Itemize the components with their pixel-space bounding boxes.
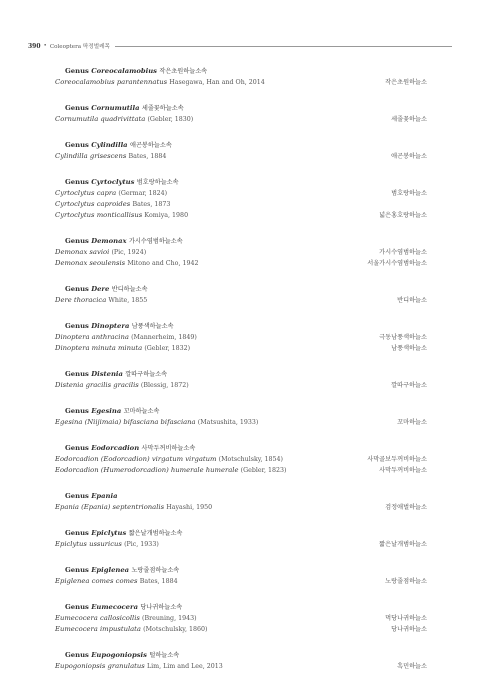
species-scientific-name: Dinoptera minuta minuta [55, 344, 143, 352]
genus-korean-name: 남풍색하늘소속 [131, 323, 174, 330]
species-scientific-name: Dinoptera anthracina [55, 333, 129, 341]
species-scientific-name: Cyrtoclytus caproides [55, 200, 131, 208]
genus-korean-name: 당나귀하늘소속 [140, 604, 183, 611]
species-row [55, 188, 427, 199]
genus-label: Genus [65, 651, 89, 659]
genus-block [55, 103, 427, 125]
genus-heading [55, 236, 427, 247]
running-header [28, 40, 452, 52]
species-entry [55, 661, 223, 672]
species-entry [55, 210, 188, 221]
species-row [55, 199, 427, 210]
species-entry [55, 258, 198, 269]
genus-name: Egesina [91, 407, 122, 415]
header-separator: • [43, 43, 47, 49]
genus-name: Eodorcadion [91, 444, 140, 452]
genus-block [55, 66, 427, 88]
species-korean-name: 당나귀하늘소 [391, 626, 427, 633]
species-scientific-name: Eumecocera callosicollis [55, 614, 140, 622]
species-entry [55, 417, 258, 428]
species-korean-name: 깔따구하늘소 [391, 382, 427, 389]
genus-block [55, 284, 427, 306]
species-row [55, 613, 427, 624]
genus-korean-name: 깔따구하늘소속 [125, 371, 168, 378]
species-scientific-name: Distenia gracilis gracilis [55, 381, 139, 389]
species-scientific-name: Epiglenea comes comes [55, 577, 138, 585]
species-author: Bates, 1884 [139, 578, 178, 585]
species-scientific-name: Eupogoniopsis granulatus [55, 662, 145, 670]
species-scientific-name: Egesina (Niijimaia) bifasciana bifasciana [55, 418, 196, 426]
species-entry [55, 188, 167, 199]
genus-label: Genus [65, 67, 89, 75]
species-author: White, 1855 [108, 297, 148, 304]
species-author: (Pic, 1933) [124, 541, 159, 548]
genus-korean-name: 범호랑하늘소속 [136, 179, 179, 186]
genus-korean-name: 털하늘소속 [149, 652, 180, 659]
species-author: Komiya, 1980 [144, 212, 189, 219]
species-entry [55, 199, 170, 210]
genus-name: Coreocalamobius [91, 67, 157, 75]
genus-block [55, 443, 427, 476]
species-author: Hasegawa, Han and Oh, 2014 [169, 79, 265, 86]
genus-heading [55, 491, 427, 502]
species-korean-name: 검정애벌하늘소 [385, 504, 427, 511]
species-scientific-name: Epiclytus ussuricus [55, 540, 122, 548]
genus-heading [55, 565, 427, 576]
genus-korean-name: 세줄꽃하늘소속 [141, 105, 184, 112]
genus-korean-name: 노랑줄점하늘소속 [131, 567, 180, 574]
genus-heading [55, 443, 427, 454]
genus-block [55, 369, 427, 391]
species-entry [55, 539, 159, 550]
header-rule [115, 46, 452, 47]
species-korean-name: 극동남풍색하늘소 [379, 334, 427, 341]
species-author: (Motschulsky, 1854) [218, 456, 283, 463]
species-entry [55, 343, 190, 354]
species-entry [55, 295, 147, 306]
genus-name: Cornumutila [91, 104, 140, 112]
species-entry [55, 332, 197, 343]
genus-name: Dinoptera [91, 322, 130, 330]
species-korean-name: 가시수염범하늘소 [379, 249, 427, 256]
genus-label: Genus [65, 370, 89, 378]
species-korean-name: 흑민하늘소 [397, 663, 427, 670]
species-scientific-name: Demonax seoulensis [55, 259, 126, 267]
species-row [55, 661, 427, 672]
species-korean-name: 넓은홍호랑하늘소 [379, 212, 427, 219]
species-row [55, 502, 427, 513]
genus-label: Genus [65, 285, 89, 293]
species-row [55, 77, 427, 88]
genus-name: Cyrtoclytus [91, 178, 135, 186]
genus-block [55, 528, 427, 550]
genus-name: Epiclytus [91, 529, 127, 537]
genus-block [55, 491, 427, 513]
genus-korean-name: 애곤봉하늘소속 [129, 142, 172, 149]
genus-korean-name: 사막두꺼비하늘소속 [141, 445, 196, 452]
species-row [55, 454, 427, 465]
species-korean-name: 작은초원하늘소 [385, 79, 427, 86]
species-author: Lim, Lim and Lee, 2013 [146, 663, 223, 670]
species-row [55, 332, 427, 343]
species-row [55, 151, 427, 162]
genus-korean-name: 반디하늘소속 [111, 286, 148, 293]
species-korean-name: 애곤봉하늘소 [391, 153, 427, 160]
species-korean-name: 세줄꽃하늘소 [391, 116, 427, 123]
genus-block [55, 565, 427, 587]
genus-label: Genus [65, 492, 89, 500]
genus-label: Genus [65, 237, 89, 245]
genus-heading [55, 528, 427, 539]
species-entry [55, 114, 193, 125]
species-scientific-name: Cylindilla grisescens [55, 152, 127, 160]
species-scientific-name: Coreocalamobius parantennatus [55, 78, 168, 86]
species-entry [55, 247, 146, 258]
genus-block [55, 140, 427, 162]
page-number: 390 [28, 42, 41, 50]
genus-name: Epania [91, 492, 118, 500]
genus-label: Genus [65, 407, 89, 415]
species-author: (Motschulsky, 1860) [143, 626, 208, 633]
species-entry [55, 77, 265, 88]
species-author: (Gebler, 1823) [240, 467, 287, 474]
genus-korean-name: 꼬마하늘소속 [123, 408, 160, 415]
genus-block [55, 236, 427, 269]
species-author: (Germar, 1824) [118, 190, 168, 197]
species-row [55, 343, 427, 354]
genus-korean-name: 가시수염범하늘소속 [128, 238, 183, 245]
species-entry [55, 380, 189, 391]
species-row [55, 380, 427, 391]
species-author: (Gebler, 1830) [147, 116, 194, 123]
genus-label: Genus [65, 178, 89, 186]
genus-label: Genus [65, 444, 89, 452]
species-author: (Mannerheim, 1849) [131, 334, 197, 341]
species-row [55, 247, 427, 258]
species-author: (Pic, 1924) [111, 249, 147, 256]
species-korean-name: 남풍색하늘소 [391, 345, 427, 352]
genus-name: Eumecocera [91, 603, 138, 611]
genus-label: Genus [65, 322, 89, 330]
species-row [55, 624, 427, 635]
genus-heading [55, 321, 427, 332]
species-korean-name: 사막두꺼비하늘소 [379, 467, 427, 474]
species-scientific-name: Demonax savioi [55, 248, 110, 256]
genus-heading [55, 369, 427, 380]
species-author: Mitono and Cho, 1942 [127, 260, 199, 267]
genus-block [55, 321, 427, 354]
genus-label: Genus [65, 566, 89, 574]
species-scientific-name: Dere thoracica [55, 296, 107, 304]
species-row [55, 210, 427, 221]
species-author: Bates, 1873 [132, 201, 171, 208]
genus-block [55, 650, 427, 672]
species-entry [55, 502, 212, 513]
genus-korean-name: 짧은날개범하늘소속 [128, 530, 183, 537]
genus-name: Demonax [91, 237, 127, 245]
genus-label: Genus [65, 603, 89, 611]
species-scientific-name: Eodorcadion (Humerodorcadion) humerale humerale [55, 466, 239, 474]
species-author: (Gebler, 1832) [144, 345, 191, 352]
species-author: (Blessig, 1872) [140, 382, 189, 389]
species-korean-name: 먹당나귀하늘소 [385, 615, 427, 622]
species-row [55, 576, 427, 587]
genus-heading [55, 103, 427, 114]
genus-name: Cylindilla [91, 141, 128, 149]
species-entry [55, 151, 166, 162]
species-author: (Breuning, 1943) [142, 615, 197, 622]
species-row [55, 465, 427, 476]
species-scientific-name: Cornumutila quadrivittata [55, 115, 146, 123]
species-korean-name: 반디하늘소 [397, 297, 427, 304]
genus-korean-name: 작은초원하늘소속 [159, 68, 208, 75]
species-row [55, 417, 427, 428]
genus-heading [55, 140, 427, 151]
genus-label: Genus [65, 104, 89, 112]
genus-name: Eupogoniopsis [91, 651, 147, 659]
genus-heading [55, 602, 427, 613]
genus-block [55, 177, 427, 221]
genus-heading [55, 284, 427, 295]
species-korean-name: 서울가시수염범하늘소 [367, 260, 427, 267]
species-korean-name: 범호랑하늘소 [391, 190, 427, 197]
genus-name: Dere [91, 285, 110, 293]
genus-block [55, 406, 427, 428]
species-entry [55, 454, 283, 465]
species-korean-name: 사막골보두꺼비하늘소 [367, 456, 427, 463]
species-korean-name: 노랑줄점하늘소 [385, 578, 427, 585]
species-scientific-name: Cyrtoclytus monticallisus [55, 211, 143, 219]
header-title: Coleoptera 딱정벌레목 [49, 44, 110, 50]
species-korean-name: 짧은날개범하늘소 [379, 541, 427, 548]
species-scientific-name: Epania (Epania) septentrionalis [55, 503, 165, 511]
genus-heading [55, 66, 427, 77]
genus-block [55, 602, 427, 635]
species-entry [55, 465, 286, 476]
genus-name: Epiglenea [91, 566, 130, 574]
species-row [55, 539, 427, 550]
species-list [55, 66, 427, 687]
species-scientific-name: Cyrtoclytus capra [55, 189, 117, 197]
genus-heading [55, 177, 427, 188]
genus-label: Genus [65, 141, 89, 149]
genus-label: Genus [65, 529, 89, 537]
species-author: Hayashi, 1950 [166, 504, 213, 511]
species-korean-name: 꼬마하늘소 [397, 419, 427, 426]
species-row [55, 258, 427, 269]
species-author: Bates, 1884 [128, 153, 167, 160]
species-scientific-name: Eumecocera impustulata [55, 625, 141, 633]
genus-heading [55, 406, 427, 417]
genus-name: Distenia [91, 370, 123, 378]
species-entry [55, 613, 197, 624]
species-author: (Matsushita, 1933) [197, 419, 259, 426]
species-row [55, 295, 427, 306]
species-entry [55, 624, 208, 635]
species-entry [55, 576, 178, 587]
species-row [55, 114, 427, 125]
genus-heading [55, 650, 427, 661]
species-scientific-name: Eodorcadion (Eodorcadion) virgatum virgatum [55, 455, 217, 463]
